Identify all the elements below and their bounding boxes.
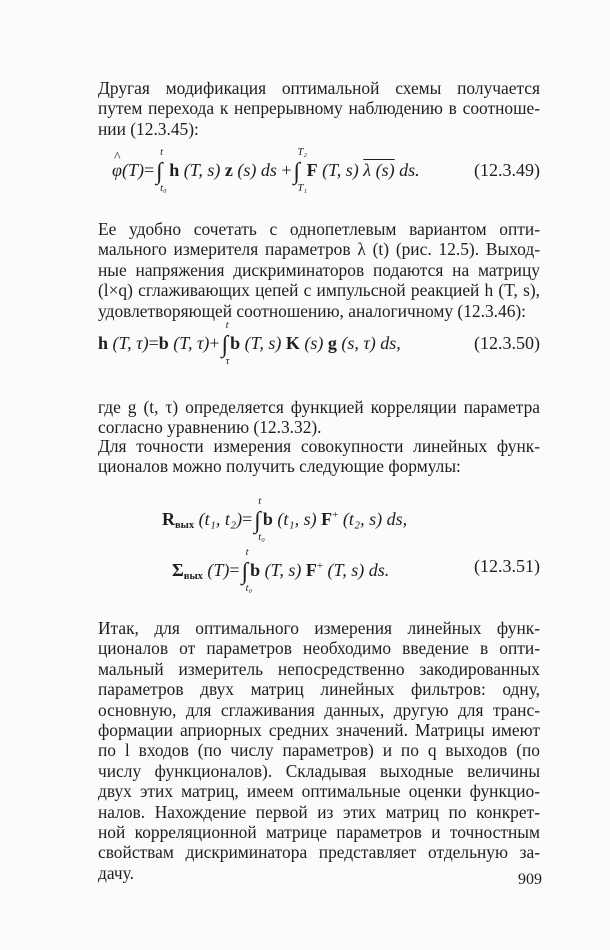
eq-symbol: b bbox=[230, 333, 241, 353]
eq-symbol: g bbox=[327, 333, 337, 353]
text-line: удовлетворяющей соотношению, аналогичному (12.3.46): bbox=[98, 300, 527, 321]
page-number: 909 bbox=[518, 871, 542, 888]
text-line: Ее удобно сочетать с однопетлевым вариантом опти- bbox=[98, 219, 540, 239]
integral-lower-limit: t₀ bbox=[245, 583, 253, 594]
eq-arg: (t₁, t₂) bbox=[198, 509, 243, 529]
eq-arg: (T, s) ds. bbox=[327, 560, 390, 580]
integral-lower-limit: τ bbox=[225, 356, 230, 367]
text-line: параметров двух матриц линейных фильтров: одну, bbox=[98, 679, 540, 700]
integral-lower-limit: t₀ bbox=[258, 532, 265, 543]
eq-subscript: вых bbox=[175, 520, 195, 531]
equation-number: (12.3.49) bbox=[474, 160, 540, 180]
eq-symbol: b bbox=[158, 333, 169, 353]
eq-sign: = bbox=[242, 509, 253, 529]
integral-upper-limit: t bbox=[225, 320, 229, 331]
eq-lambda-bar: λ (s) bbox=[363, 160, 395, 180]
eq-symbol: F bbox=[321, 509, 333, 529]
integral-sign: ∫ t t₀ bbox=[156, 147, 167, 194]
text-line: формации априорных средних значений. Матрицы имеют bbox=[98, 720, 540, 741]
eq-symbol: Σ bbox=[172, 560, 184, 580]
integral-lower-limit: T₁ bbox=[297, 183, 308, 194]
text-line: по l входов (по числу параметров) и по q выходов (по bbox=[98, 740, 540, 761]
text-line: основную, для сглаживания данных, другую для транс- bbox=[98, 699, 540, 720]
integral-sign: ∫ T₂ T₁ bbox=[293, 147, 308, 194]
text-line: числу функционалов). Складывая выходные величины bbox=[98, 760, 540, 781]
eq-sign: = bbox=[143, 160, 155, 180]
eq-symbol: R bbox=[162, 509, 175, 529]
text-line: свойствам дискриминатора представляет отдельную за- bbox=[98, 842, 540, 863]
eq-symbol: b bbox=[262, 509, 273, 529]
eq-sign: = bbox=[229, 560, 240, 580]
text-line: мального измерителя параметров λ (t) (рис. 12.5). Выход- bbox=[98, 239, 540, 260]
integral-sign: ∫ t t₀ bbox=[254, 496, 265, 543]
paragraph-accuracy bbox=[98, 436, 540, 477]
text-line: ционалов можно получить следующие формулы: bbox=[98, 456, 461, 477]
integral-sign: ∫ t τ bbox=[221, 320, 230, 367]
text-line: Для точности измерения совокупности линейных функ- bbox=[98, 436, 540, 456]
eq-arg: (s, τ) ds, bbox=[341, 333, 401, 353]
text-line: дачу. bbox=[98, 862, 134, 883]
text-line: ционалов от параметров необходимо введение в опти- bbox=[98, 638, 540, 659]
eq-symbol: h bbox=[169, 160, 180, 180]
eq-symbol: z bbox=[224, 160, 233, 180]
text-line: (l×q) сглаживающих цепей с импульсной реакцией h (T, s), bbox=[98, 280, 540, 301]
eq-plus: + bbox=[209, 333, 220, 353]
integral-sign: ∫ t t₀ bbox=[241, 547, 253, 594]
equation-number: (12.3.51) bbox=[474, 556, 540, 576]
eq-symbol: K bbox=[285, 333, 300, 353]
eq-arg: (T, τ) bbox=[112, 333, 149, 353]
eq-arg: (T, s) bbox=[244, 333, 282, 353]
text-line: ные напряжения дискриминаторов подаются на матрицу bbox=[98, 259, 540, 280]
eq-arg: (T, s) bbox=[322, 160, 359, 180]
integral-upper-limit: t bbox=[258, 496, 262, 507]
paragraph-correlation bbox=[98, 397, 540, 438]
text-line: путем перехода к непрерывному наблюдению в соотноше- bbox=[98, 98, 540, 119]
eq-sign: = bbox=[148, 333, 159, 353]
text-line: налов. Нахождение первой из этих матриц по конкрет- bbox=[98, 801, 540, 822]
eq-arg: (t₂, s) ds, bbox=[342, 509, 408, 529]
text-line: Другая модификация оптимальной схемы получается bbox=[98, 78, 540, 98]
eq-subscript: вых bbox=[183, 571, 203, 582]
eq-plus: + bbox=[281, 160, 292, 180]
text-line: ной корреляционной матрице параметров и точностным bbox=[98, 822, 540, 843]
eq-symbol: F bbox=[305, 560, 317, 580]
integral-upper-limit: t bbox=[160, 147, 164, 158]
text-line: согласно уравнению (12.3.32). bbox=[98, 417, 322, 438]
eq-arg: (T, τ) bbox=[173, 333, 210, 353]
eq-symbol: b bbox=[250, 560, 261, 580]
integral-upper-limit: T₂ bbox=[297, 147, 308, 158]
paragraph-conclusion bbox=[98, 618, 540, 883]
eq-arg: (T, s) bbox=[183, 160, 221, 180]
integral-upper-limit: t bbox=[245, 547, 249, 558]
eq-symbol: h bbox=[98, 333, 109, 353]
eq-arg: (s) bbox=[304, 333, 324, 353]
text-line: мальный измеритель непосредственно закодированных bbox=[98, 658, 540, 679]
paragraph-smoothing bbox=[98, 219, 540, 321]
eq-symbol: F bbox=[306, 160, 318, 180]
eq-arg: (T) bbox=[207, 560, 230, 580]
equation-number: (12.3.50) bbox=[474, 333, 540, 353]
eq-arg: (T) bbox=[121, 160, 144, 180]
eq-superscript: + bbox=[316, 560, 324, 572]
eq-arg: (T, s) bbox=[264, 560, 302, 580]
text-line: Итак, для оптимального измерения линейных функ- bbox=[98, 618, 540, 638]
text-line: двух этих матриц, имеем оптимальные оценки функцио- bbox=[98, 781, 540, 802]
eq-superscript: + bbox=[332, 509, 339, 521]
eq-arg: ds. bbox=[399, 160, 420, 180]
eq-arg: (t₁, s) bbox=[277, 509, 317, 529]
text-line: где g (t, τ) определяется функцией корреляции параметра bbox=[98, 397, 540, 417]
eq-arg: (s) ds bbox=[237, 160, 277, 180]
integral-lower-limit: t₀ bbox=[160, 183, 167, 194]
paragraph-intro bbox=[98, 78, 540, 139]
text-line: нии (12.3.45): bbox=[98, 118, 199, 139]
phi-hat: ^ φ bbox=[112, 159, 122, 181]
